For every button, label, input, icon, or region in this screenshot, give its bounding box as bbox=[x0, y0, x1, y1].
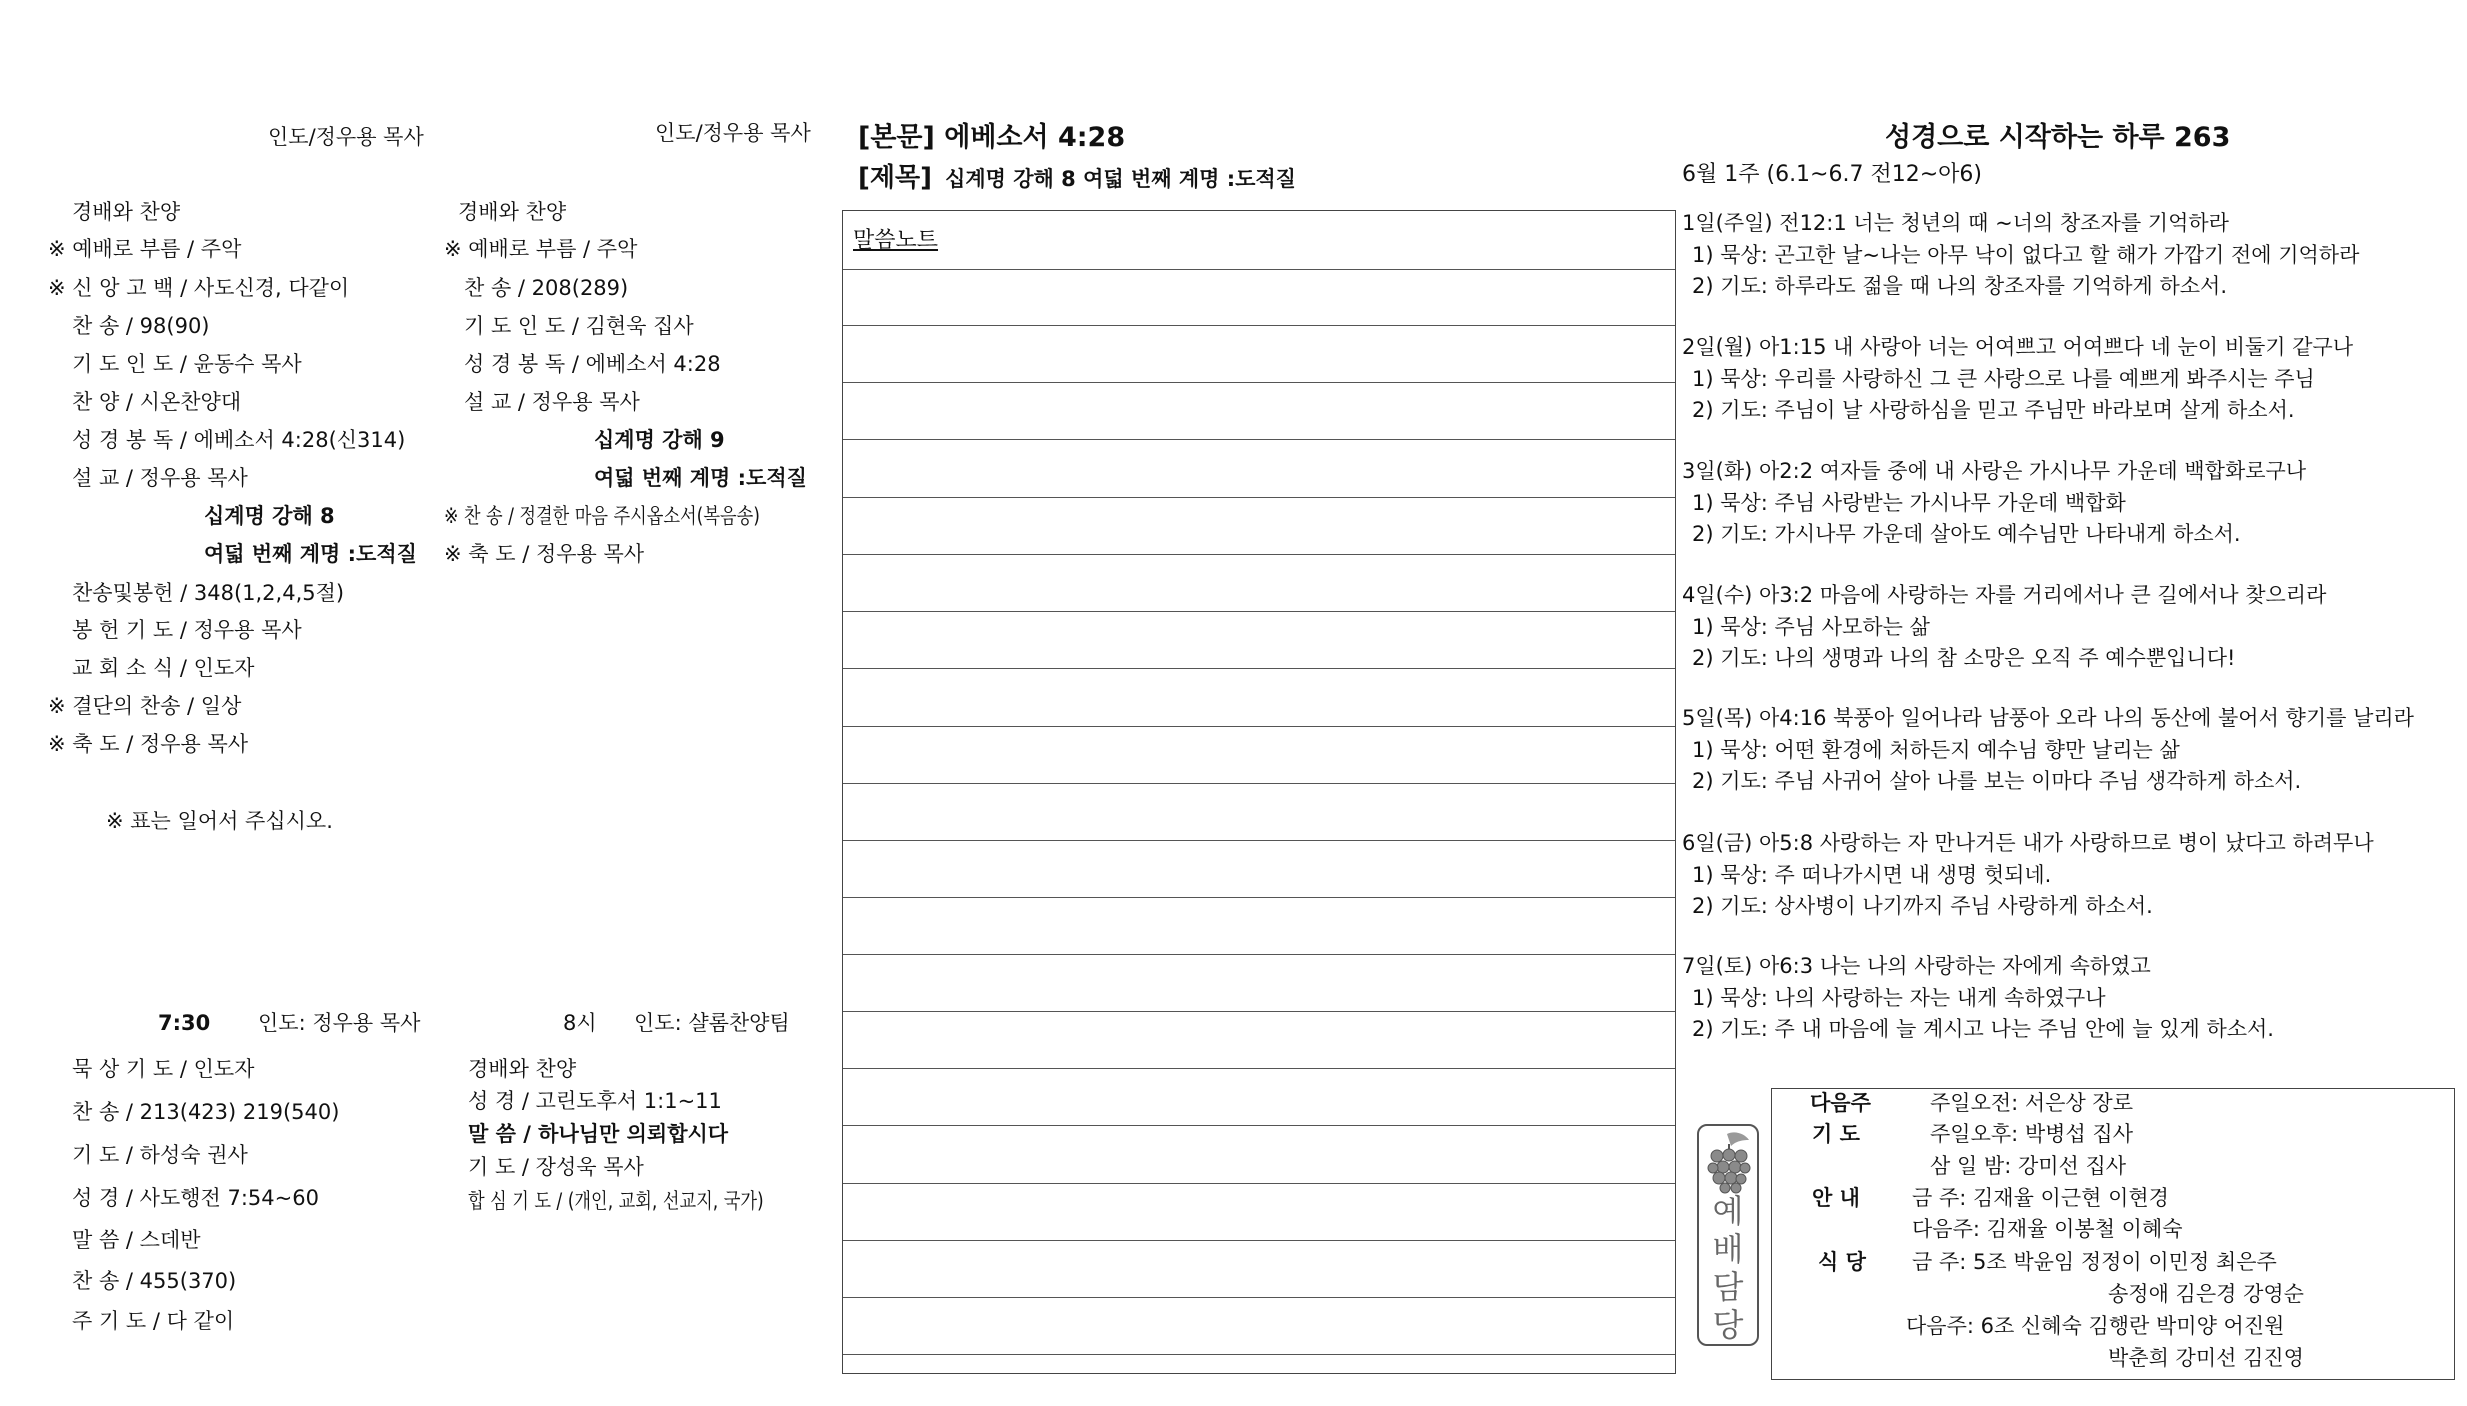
morning1-item-silent-prayer: 묵 상 기 도 / 인도자 bbox=[72, 1057, 255, 1081]
devotion-day-heading: 2일(월) 아1:15 내 사랑아 너는 어여쁘고 어여쁘다 네 눈이 비둘기 같구나 bbox=[1682, 335, 2354, 359]
service1-sermon-title: 십계명 강해 8 bbox=[204, 504, 335, 528]
sermon-text-ref: 에베소서 4:28 bbox=[944, 122, 1126, 153]
note-line bbox=[843, 1240, 1675, 1241]
service2-item-hymn: 찬 송 / 208(289) bbox=[464, 276, 629, 300]
prayer-morning: 주일오전: 서은상 장로 bbox=[1930, 1091, 2133, 1115]
morning1-item-scripture: 성 경 / 사도행전 7:54~60 bbox=[72, 1186, 319, 1210]
note-line bbox=[843, 269, 1675, 270]
devotion-day-prayer: 2) 기도: 가시나무 가운데 살아도 예수님만 나타내게 하소서. bbox=[1692, 522, 2241, 546]
meal-label: 식 당 bbox=[1818, 1250, 1866, 1274]
sermon-note-box[interactable] bbox=[842, 210, 1676, 1374]
devotion-day-heading: 4일(수) 아3:2 마음에 사랑하는 자를 거리에서나 큰 길에서나 찾으리라 bbox=[1682, 583, 2327, 607]
devotion-day-prayer: 2) 기도: 주 내 마음에 늘 계시고 나는 주님 안에 늘 있게 하소서. bbox=[1692, 1017, 2274, 1041]
devotion-day-meditation: 1) 묵상: 주님 사모하는 삶 bbox=[1692, 615, 1930, 639]
service1-item-praise: 경배와 찬양 bbox=[72, 200, 181, 224]
devotion-day-meditation: 1) 묵상: 주 떠나가시면 내 생명 헛되네. bbox=[1692, 863, 2052, 887]
sermon-title-label: [제목] bbox=[858, 163, 932, 193]
morning1-item-prayer: 기 도 / 하성숙 권사 bbox=[72, 1143, 248, 1167]
note-line bbox=[843, 497, 1675, 498]
grapes-icon bbox=[1705, 1130, 1753, 1196]
devotion-week: 6월 1주 (6.1~6.7 전12~아6) bbox=[1682, 162, 1982, 187]
devotion-title: 성경으로 시작하는 하루 263 bbox=[1885, 122, 2231, 153]
note-line bbox=[843, 1125, 1675, 1126]
logo-char-3: 담 bbox=[1712, 1268, 1744, 1306]
note-line bbox=[843, 439, 1675, 440]
sermon-text-label: [본문] bbox=[858, 122, 935, 153]
devotion-day-heading: 6일(금) 아5:8 사랑하는 자 만나거든 내가 사랑하므로 병이 났다고 하려무나 bbox=[1682, 831, 2374, 855]
service1-item-offering-prayer: 봉 헌 기 도 / 정우용 목사 bbox=[72, 618, 302, 642]
logo-char-2: 배 bbox=[1712, 1230, 1744, 1268]
prayer-label2: 기 도 bbox=[1812, 1122, 1860, 1146]
prayer-label: 다음주 bbox=[1810, 1091, 1871, 1115]
morning1-item-hymn: 찬 송 / 213(423) 219(540) bbox=[72, 1100, 340, 1124]
guide-next-week: 다음주: 김재율 이봉철 이혜숙 bbox=[1912, 1217, 2183, 1241]
note-line bbox=[843, 1011, 1675, 1012]
service1-item-benediction: ※ 축 도 / 정우용 목사 bbox=[48, 732, 249, 756]
prayer-afternoon: 주일오후: 박병섭 집사 bbox=[1930, 1122, 2133, 1146]
service2-sermon-title: 십계명 강해 9 bbox=[594, 428, 725, 452]
devotion-day-prayer: 2) 기도: 주님 사귀어 살아 나를 보는 이마다 주님 생각하게 하소서. bbox=[1692, 769, 2302, 793]
meal-this-week: 금 주: 5조 박윤임 정정이 이민정 최은주 bbox=[1912, 1250, 2277, 1274]
sermon-note-title: 말씀노트 bbox=[853, 228, 939, 253]
meal-this-week-2: 송정애 김은경 강영순 bbox=[2108, 1282, 2304, 1306]
guide-this-week: 금 주: 김재율 이근현 이현경 bbox=[1912, 1186, 2169, 1210]
devotion-day-meditation: 1) 묵상: 나의 사랑하는 자는 내게 속하였구나 bbox=[1692, 986, 2106, 1010]
logo-char-4: 당 bbox=[1712, 1306, 1744, 1344]
service1-item-creed: ※ 신 앙 고 백 / 사도신경, 다같이 bbox=[48, 276, 350, 300]
service1-item-decision: ※ 결단의 찬송 / 일상 bbox=[48, 694, 242, 718]
devotion-day-heading: 7일(토) 아6:3 나는 나의 사랑하는 자에게 속하였고 bbox=[1682, 954, 2151, 978]
service2-item-hymn2: ※ 찬 송 / 정결한 마음 주시옵소서(복음송) bbox=[444, 504, 761, 528]
note-line bbox=[843, 611, 1675, 612]
devotion-day-heading: 3일(화) 아2:2 여자들 중에 내 사랑은 가시나무 가운데 백합화로구나 bbox=[1682, 459, 2307, 483]
devotion-day-heading: 1일(주일) 전12:1 너는 청년의 때 ~너의 창조자를 기억하라 bbox=[1682, 211, 2229, 235]
morning2-time: 8시 bbox=[563, 1011, 597, 1035]
morning1-time: 7:30 bbox=[158, 1011, 211, 1035]
service1-item-news: 교 회 소 식 / 인도자 bbox=[72, 656, 255, 680]
note-line bbox=[843, 325, 1675, 326]
morning2-item-praise: 경배와 찬양 bbox=[468, 1057, 577, 1081]
meal-next-week: 다음주: 6조 신혜숙 김행란 박미양 어진원 bbox=[1906, 1314, 2285, 1338]
devotion-day-meditation: 1) 묵상: 우리를 사랑하신 그 큰 사랑으로 나를 예쁘게 봐주시는 주님 bbox=[1692, 367, 2315, 391]
meal-next-week-2: 박춘희 강미선 김진영 bbox=[2108, 1346, 2304, 1370]
morning2-item-word: 말 씀 / 하나님만 의뢰합시다 bbox=[468, 1122, 729, 1146]
service2-item-sermon: 설 교 / 정우용 목사 bbox=[464, 390, 640, 414]
prayer-wednesday: 삼 일 밤: 강미선 집사 bbox=[1930, 1154, 2127, 1178]
logo-char-1: 예 bbox=[1712, 1192, 1744, 1230]
service2-item-call: ※ 예배로 부름 / 주악 bbox=[444, 237, 638, 261]
morning1-item-hymn2: 찬 송 / 455(370) bbox=[72, 1269, 237, 1293]
note-line bbox=[843, 1183, 1675, 1184]
service1-leader: 인도/정우용 목사 bbox=[268, 125, 424, 149]
morning2-leader: 인도: 샬롬찬양팀 bbox=[634, 1011, 790, 1035]
service1-item-call: ※ 예배로 부름 / 주악 bbox=[48, 237, 242, 261]
note-line bbox=[843, 726, 1675, 727]
service1-item-choir: 찬 양 / 시온찬양대 bbox=[72, 390, 242, 414]
note-line bbox=[843, 668, 1675, 669]
note-line bbox=[843, 897, 1675, 898]
note-line bbox=[843, 1297, 1675, 1298]
service1-item-prayer: 기 도 인 도 / 윤동수 목사 bbox=[72, 352, 302, 376]
devotion-day-prayer: 2) 기도: 상사병이 나기까지 주님 사랑하게 하소서. bbox=[1692, 894, 2153, 918]
morning1-item-lords-prayer: 주 기 도 / 다 같이 bbox=[72, 1309, 235, 1333]
note-line bbox=[843, 783, 1675, 784]
service2-item-praise: 경배와 찬양 bbox=[458, 200, 567, 224]
service1-item-hymn: 찬 송 / 98(90) bbox=[72, 314, 210, 338]
service2-sermon-subtitle: 여덟 번째 계명 :도적질 bbox=[594, 466, 807, 490]
service1-item-reading: 성 경 봉 독 / 에베소서 4:28(신314) bbox=[72, 428, 406, 452]
devotion-day-meditation: 1) 묵상: 어떤 환경에 처하든지 예수님 향만 날리는 삶 bbox=[1692, 738, 2180, 762]
note-line bbox=[843, 554, 1675, 555]
stand-note: ※ 표는 일어서 주십시오. bbox=[106, 809, 333, 833]
devotion-day-meditation: 1) 묵상: 곤고한 날~나는 아무 낙이 없다고 할 해가 가깝기 전에 기억하라 bbox=[1692, 243, 2360, 267]
morning2-item-prayer: 기 도 / 장성욱 목사 bbox=[468, 1155, 644, 1179]
sermon-title-text: 십계명 강해 8 여덟 번째 계명 :도적질 bbox=[945, 167, 1296, 191]
devotion-day-prayer: 2) 기도: 하루라도 젊을 때 나의 창조자를 기억하게 하소서. bbox=[1692, 274, 2227, 298]
service2-leader: 인도/정우용 목사 bbox=[655, 121, 811, 145]
service2-item-reading: 성 경 봉 독 / 에베소서 4:28 bbox=[464, 352, 721, 376]
sermon-title bbox=[858, 162, 1296, 197]
note-line bbox=[843, 1068, 1675, 1069]
morning1-item-word: 말 씀 / 스데반 bbox=[72, 1228, 201, 1252]
service1-sermon-subtitle: 여덟 번째 계명 :도적질 bbox=[204, 542, 417, 566]
morning1-leader: 인도: 정우용 목사 bbox=[258, 1011, 421, 1035]
morning2-item-scripture: 성 경 / 고린도후서 1:1~11 bbox=[468, 1089, 722, 1113]
note-line bbox=[843, 840, 1675, 841]
service1-item-offering: 찬송및봉헌 / 348(1,2,4,5절) bbox=[72, 581, 345, 605]
sermon-text bbox=[858, 122, 1125, 154]
note-line bbox=[843, 1354, 1675, 1355]
worship-team-logo bbox=[1697, 1124, 1759, 1346]
devotion-day-meditation: 1) 묵상: 주님 사랑받는 가시나무 가운데 백합화 bbox=[1692, 491, 2126, 515]
service1-item-sermon: 설 교 / 정우용 목사 bbox=[72, 466, 248, 490]
note-line bbox=[843, 954, 1675, 955]
service2-item-benediction: ※ 축 도 / 정우용 목사 bbox=[444, 542, 645, 566]
service2-item-prayer: 기 도 인 도 / 김현욱 집사 bbox=[464, 314, 694, 338]
logo-text bbox=[1699, 1192, 1757, 1344]
morning2-item-group-prayer: 합 심 기 도 / (개인, 교회, 선교지, 국가) bbox=[468, 1189, 764, 1213]
note-line bbox=[843, 382, 1675, 383]
devotion-day-heading: 5일(목) 아4:16 북풍아 일어나라 남풍아 오라 나의 동산에 불어서 향기를 날리라 bbox=[1682, 706, 2414, 730]
devotion-day-prayer: 2) 기도: 주님이 날 사랑하심을 믿고 주님만 바라보며 살게 하소서. bbox=[1692, 398, 2295, 422]
devotion-day-prayer: 2) 기도: 나의 생명과 나의 참 소망은 오직 주 예수뿐입니다! bbox=[1692, 646, 2236, 670]
guide-label: 안 내 bbox=[1812, 1186, 1860, 1210]
